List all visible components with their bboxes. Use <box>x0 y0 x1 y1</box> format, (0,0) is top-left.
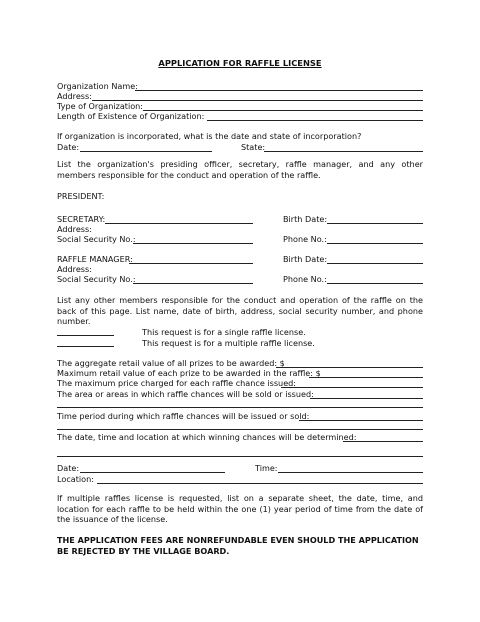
time-period-label: Time period during which raffle chances will be issued or sold: <box>57 411 310 421</box>
raffle-manager-name-field[interactable] <box>129 263 253 264</box>
multiple-license-checkline[interactable] <box>57 346 114 347</box>
president-label: PRESIDENT: <box>57 191 105 201</box>
other-members-instruction: List any other members responsible for the conduct and operation of the raffle on the back of this page. List name, date of birth, address, social security number, and phone number. <box>57 295 423 326</box>
raffle-manager-label: RAFFLE MANAGER: <box>57 254 133 264</box>
organization-name-label: Organization Name: <box>57 81 138 91</box>
time-period-field-continued[interactable] <box>57 429 423 430</box>
sales-area-field[interactable] <box>310 398 423 399</box>
incorporation-question: If organization is incorporated, what is the date and state of incorporation? <box>57 131 362 141</box>
single-license-checkline[interactable] <box>57 335 114 336</box>
winning-determination-field[interactable] <box>343 441 423 442</box>
organization-type-label: Type of Organization: <box>57 101 144 111</box>
event-date-field[interactable] <box>80 472 225 473</box>
organization-length-field[interactable] <box>207 120 423 121</box>
incorporation-date-label: Date: <box>57 142 80 152</box>
organization-length-label: Length of Existence of Organization: <box>57 111 205 121</box>
secretary-birth-label: Birth Date: <box>283 214 328 224</box>
sales-area-field-continued[interactable] <box>57 407 423 408</box>
winning-determination-field-continued[interactable] <box>57 456 423 457</box>
winning-determination-label: The date, time and location at which winning chances will be determined: <box>57 432 357 442</box>
raffle-manager-birth-field[interactable] <box>327 263 423 264</box>
secretary-name-field[interactable] <box>105 223 253 224</box>
nonrefundable-warning: THE APPLICATION FEES ARE NONREFUNDABLE EVEN SHOULD THE APPLICATION BE REJECTED BY THE VILLAGE BOARD. <box>57 535 419 556</box>
event-time-field[interactable] <box>278 472 423 473</box>
organization-address-label: Address: <box>57 91 92 101</box>
maximum-value-label: Maximum retail value of each prize to be awarded in the raffle: $ <box>57 368 321 378</box>
secretary-phone-label: Phone No.: <box>283 234 327 244</box>
multiple-raffles-instruction: If multiple raffles license is requested, list on a separate sheet, the date, time, and location for each raffle to be held within the one (1) year period of time from the date of the issuance of the license. <box>57 493 423 524</box>
secretary-label: SECRETARY: <box>57 214 106 224</box>
incorporation-date-field[interactable] <box>80 151 212 152</box>
aggregate-value-label: The aggregate retail value of all prizes to be awarded: $ <box>57 358 285 368</box>
raffle-manager-phone-field[interactable] <box>327 283 423 284</box>
event-location-label: Location: <box>57 474 94 484</box>
incorporation-state-label: State: <box>241 142 266 152</box>
event-date-label: Date: <box>57 463 80 473</box>
event-location-field[interactable] <box>97 483 423 484</box>
page-title: APPLICATION FOR RAFFLE LICENSE <box>158 58 322 68</box>
maximum-price-label: The maximum price charged for each raffle chance issued: <box>57 378 297 388</box>
raffle-manager-phone-label: Phone No.: <box>283 274 327 284</box>
raffle-manager-address-label: Address: <box>57 264 92 274</box>
organization-name-field[interactable] <box>135 90 423 91</box>
raffle-manager-ssn-field[interactable] <box>133 283 253 284</box>
secretary-address-label: Address: <box>57 224 92 234</box>
secretary-ssn-field[interactable] <box>133 243 253 244</box>
secretary-ssn-label: Social Security No.: <box>57 234 136 244</box>
single-license-text: This request is for a single raffle license. <box>142 327 306 337</box>
secretary-birth-field[interactable] <box>327 223 423 224</box>
secretary-phone-field[interactable] <box>327 243 423 244</box>
event-time-label: Time: <box>255 463 278 473</box>
multiple-license-text: This request is for a multiple raffle license. <box>142 338 315 348</box>
raffle-manager-birth-label: Birth Date: <box>283 254 328 264</box>
sales-area-label: The area or areas in which raffle chances will be sold or issued: <box>57 389 314 399</box>
incorporation-state-field[interactable] <box>264 151 423 152</box>
raffle-manager-ssn-label: Social Security No.: <box>57 274 136 284</box>
officers-instruction: List the organization's presiding officer, secretary, raffle manager, and any other members responsible for the conduct and operation of the raffle. <box>57 159 423 180</box>
maximum-value-field[interactable] <box>309 377 423 378</box>
maximum-price-field[interactable] <box>281 387 423 388</box>
time-period-field[interactable] <box>299 420 423 421</box>
